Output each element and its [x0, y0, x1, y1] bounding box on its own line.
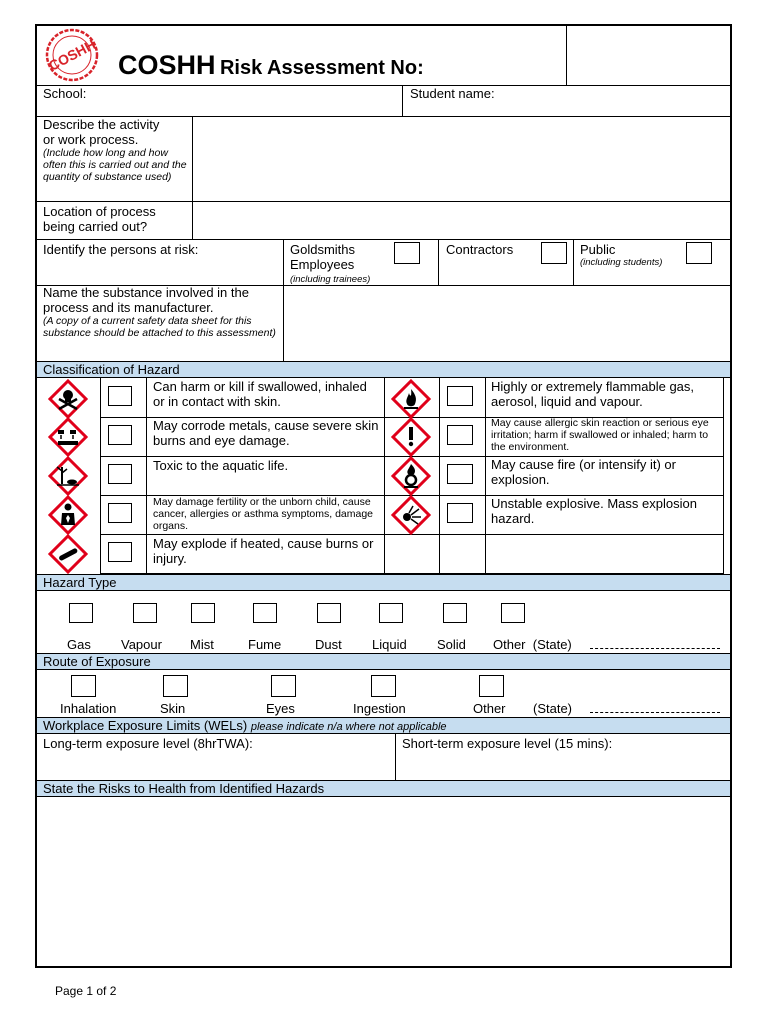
short-term-label: Short-term exposure level (15 mins):: [402, 736, 613, 751]
skin-checkbox[interactable]: [163, 675, 188, 697]
liquid-checkbox[interactable]: [379, 603, 403, 623]
route-header: Route of Exposure: [37, 653, 730, 670]
hazard-text-irritant: May cause allergic skin reaction or serious eye irritation; harm if swallowed or inhaled; harm to the environment.: [491, 417, 709, 453]
hazard-text-corrosive: May corrode metals, cause severe skin burns and eye damage.: [153, 418, 379, 448]
skull-crossbones-icon: [48, 379, 88, 419]
wels-header: [37, 717, 730, 734]
skin-label: Skin: [160, 701, 186, 716]
risks-input-area[interactable]: [38, 798, 729, 965]
mist-label: Mist: [190, 637, 214, 652]
exploding-bomb-icon: [391, 495, 431, 535]
activity-label: Describe the activity or work process. (Include how long and how often this is carried out and the quantity of substance used): [43, 117, 187, 183]
goldsmiths-checkbox[interactable]: [394, 242, 420, 264]
route-state-label: (State): [533, 701, 573, 716]
mist-checkbox[interactable]: [191, 603, 215, 623]
location-input-area[interactable]: [193, 202, 729, 238]
activity-input-area[interactable]: [193, 117, 729, 201]
goldsmiths-label: Goldsmiths Employees (including trainees): [290, 242, 371, 285]
hazard-checkbox-oxidising[interactable]: [447, 464, 473, 484]
persons-at-risk-label: Identify the persons at risk:: [43, 242, 199, 257]
route-other-checkbox[interactable]: [479, 675, 504, 697]
gas-cylinder-icon: [48, 534, 88, 574]
hazard-checkbox-health[interactable]: [108, 503, 132, 523]
flame-icon: [391, 379, 431, 419]
ingestion-checkbox[interactable]: [371, 675, 396, 697]
page-number: Page 1 of 2: [55, 984, 117, 998]
other-state-label: Other (State): [493, 637, 572, 652]
hazard-text-gas-pressure: May explode if heated, cause burns or injury.: [153, 536, 374, 566]
hazard-text-toxic: Can harm or kill if swallowed, inhaled or in contact with skin.: [153, 379, 367, 409]
hazard-checkbox-irritant[interactable]: [447, 425, 473, 445]
hazard-type-header: Hazard Type: [37, 574, 730, 591]
eyes-checkbox[interactable]: [271, 675, 296, 697]
long-term-label: Long-term exposure level (8hrTWA):: [43, 736, 253, 751]
substance-input-area[interactable]: [284, 286, 729, 361]
substance-label: Name the substance involved in the process and its manufacturer. (A copy of a current safety data sheet for this substance should be attached to this assessment): [43, 285, 276, 339]
long-term-input-area[interactable]: [38, 752, 394, 780]
solid-checkbox[interactable]: [443, 603, 467, 623]
hazard-checkbox-explosive[interactable]: [447, 503, 473, 523]
dust-checkbox[interactable]: [317, 603, 341, 623]
public-checkbox[interactable]: [686, 242, 712, 264]
ingestion-label: Ingestion: [353, 701, 406, 716]
contractors-checkbox[interactable]: [541, 242, 567, 264]
coshh-stamp-logo: [41, 27, 103, 83]
hazard-checkbox-flammable[interactable]: [447, 386, 473, 406]
page-title: [118, 50, 424, 81]
other-checkbox[interactable]: [501, 603, 525, 623]
gas-checkbox[interactable]: [69, 603, 93, 623]
risks-header: State the Risks to Health from Identified Hazards: [37, 780, 730, 797]
hazard-text-oxidising: May cause fire (or intensify it) or explosion.: [491, 457, 676, 487]
hazard-text-explosive: Unstable explosive. Mass explosion hazard.: [491, 496, 697, 526]
hazard-text-flammable: Highly or extremely flammable gas, aerosol, liquid and vapour.: [491, 379, 695, 409]
fume-checkbox[interactable]: [253, 603, 277, 623]
route-other-label: Other: [473, 701, 506, 716]
inhalation-checkbox[interactable]: [71, 675, 96, 697]
hazard-text-health: May damage fertility or the unborn child, cause cancer, allergies or asthma symptoms, damage organs.: [153, 496, 374, 532]
short-term-input-area[interactable]: [396, 752, 729, 780]
school-label: School:: [43, 86, 87, 101]
health-hazard-icon: [48, 495, 88, 535]
fume-label: Fume: [248, 637, 282, 652]
exclamation-icon: [391, 417, 431, 457]
contractors-label: Contractors: [446, 242, 514, 257]
vapour-checkbox[interactable]: [133, 603, 157, 623]
location-label: Location of process being carried out?: [43, 204, 156, 234]
hazard-checkbox-environment[interactable]: [108, 464, 132, 484]
title-rest: Risk Assessment No:: [219, 57, 424, 79]
classification-header: Classification of Hazard: [37, 361, 730, 378]
student-name-label: Student name:: [410, 86, 495, 101]
liquid-label: Liquid: [372, 637, 407, 652]
gas-label: Gas: [67, 637, 91, 652]
flame-over-circle-icon: [391, 456, 431, 496]
wels-note: please indicate n/a where not applicable: [250, 721, 447, 733]
vapour-label: Vapour: [121, 637, 162, 652]
other-state-line[interactable]: [590, 648, 720, 649]
hazard-text-environment: Toxic to the aquatic life.: [153, 458, 289, 473]
eyes-label: Eyes: [266, 701, 295, 716]
hazard-checkbox-toxic[interactable]: [108, 386, 132, 406]
dust-label: Dust: [315, 637, 342, 652]
hazard-checkbox-gas-pressure[interactable]: [108, 542, 132, 562]
solid-label: Solid: [437, 637, 466, 652]
environment-icon: [48, 456, 88, 496]
hazard-checkbox-corrosive[interactable]: [108, 425, 132, 445]
inhalation-label: Inhalation: [60, 701, 117, 716]
title-main: COSHH: [118, 50, 216, 80]
corrosion-icon: [48, 417, 88, 457]
public-label: Public (including students): [580, 242, 663, 268]
wels-title: Workplace Exposure Limits (WELs): [43, 718, 248, 733]
route-state-line[interactable]: [590, 712, 720, 713]
svg-text:COSHH: COSHH: [45, 36, 99, 74]
